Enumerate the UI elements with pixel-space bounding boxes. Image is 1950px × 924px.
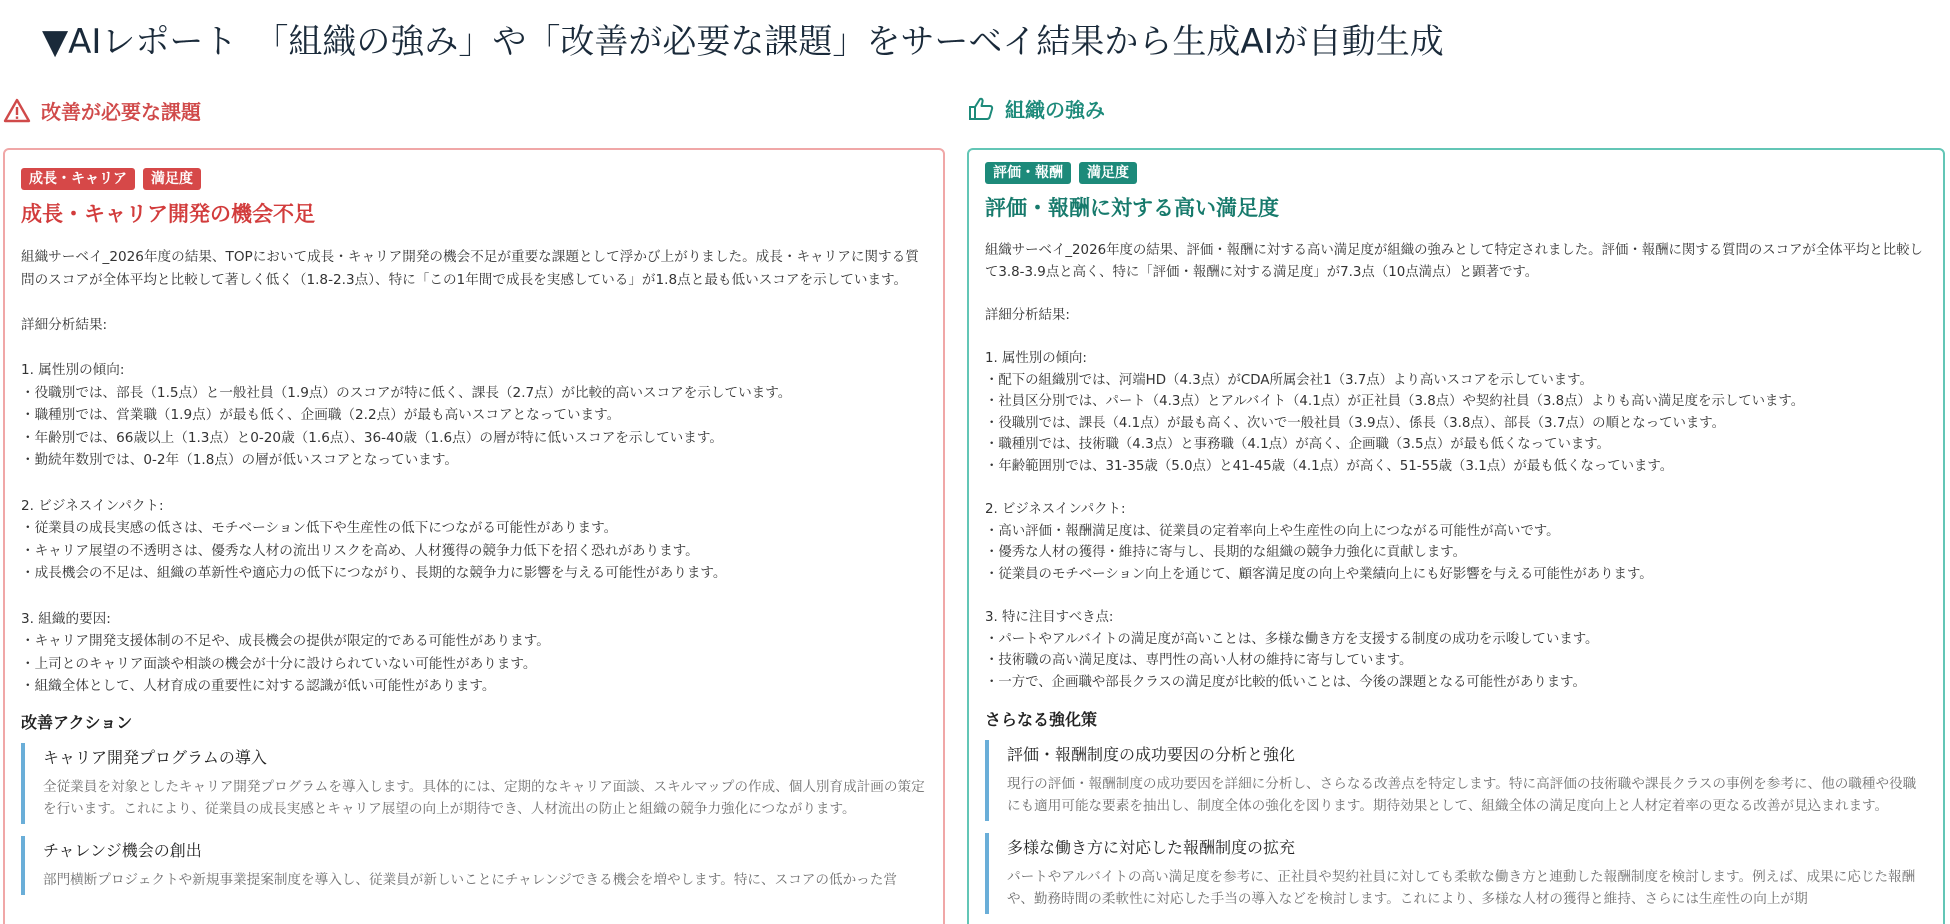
tag-satisfaction: 満足度 xyxy=(143,168,201,190)
action-title: 多様な働き方に対応した報酬制度の拡充 xyxy=(1007,838,1296,858)
tag-list xyxy=(21,168,927,190)
action-desc: 現行の評価・報酬制度の成功要因を詳細に分析し、さらなる改善点を特定します。特に高評価の技術職や課長クラスの事例を参考に、他の職種や役職にも適用可能な要素を抽出し、制度全体の強化を図ります。期待効果として、組織全体の満足度向上と人材定着率の更なる改善が見込まれます。 xyxy=(1007,776,1917,815)
action-desc: パートやアルバイトの高い満足度を参考に、正社員や契約社員に対しても柔軟な働き方と連動した報酬制度を検討します。例えば、成果に応じた報酬や、勤務時間の柔軟性に対応した手当の導入などを検討します。これにより、多様な人材の獲得と維持、さらには生産性の向上が期 xyxy=(1007,869,1916,908)
page-headline: ▼AIレポート 「組織の強み」や「改善が必要な課題」をサーベイ結果から生成AIが自動生成 xyxy=(42,22,1444,62)
improvement-actions-heading: 改善アクション xyxy=(21,712,133,732)
strength-card xyxy=(967,148,1945,924)
action-item xyxy=(21,743,927,824)
action-title: 評価・報酬制度の成功要因の分析と強化 xyxy=(1007,745,1296,765)
strength-title: 評価・報酬に対する高い満足度 xyxy=(985,196,1279,220)
tag-evaluation-reward: 評価・報酬 xyxy=(985,162,1071,184)
action-title: キャリア開発プログラムの導入 xyxy=(43,747,267,767)
warning-icon xyxy=(3,98,31,124)
improvement-title: 成長・キャリア開発の機会不足 xyxy=(21,202,315,226)
strength-section-header xyxy=(967,94,1105,123)
improvement-body: 組織サーベイ_2026年度の結果、TOPにおいて成長・キャリア開発の機会不足が重要な課題として浮かび上がりました。成長・キャリアに関する質問のスコアが全体平均と比較して著しく低く（1.8-2.3点）、特に「この1年間で成長を実感している」が1.8点と最も低いスコアを示しています。 詳細分析結果: 1. 属性別の傾向: ・役職別では、部長（1.5点）と一般社員（1.9点）のスコアが特に低く、課長（2.7点）が比較的高いスコアを示しています。 ・職種別では、営業職（1.9点）が最も低く、企画職（2.2点）が最も高いスコアとなっています。 ・年齢別では、66歳以上（1.3点）と0-20歳（1.6点）、36-40歳（1.6点）の層が特に低いスコアを示しています。 ・勤続年数別では、0-2年（1.8点）の層が低いスコアとなっています。 2. ビジネスインパクト: ・従業員の成長実感の低さは、モチベーション低下や生産性の低下につながる可能性があります。 ・キャリア展望の不透明さは、優秀な人材の流出リスクを高め、人材獲得の競争力低下を招く恐れがあります。 ・成長機会の不足は、組織の革新性や適応力の低下につながり、長期的な競争力に影響を与える可能性があります。 3. 組織的要因: ・キャリア開発支援体制の不足や、成長機会の提供が限定的である可能性があります。 ・上司とのキャリア面談や相談の機会が十分に設けられていない可能性があります。 ・組織全体として、人材育成の重要性に対する認識が低い可能性があります。 xyxy=(21,249,919,695)
strength-actions-heading: さらなる強化策 xyxy=(985,710,1098,730)
action-item xyxy=(985,833,1927,914)
improvement-card xyxy=(3,148,945,924)
tag-list xyxy=(985,162,1927,184)
action-title: チャレンジ機会の創出 xyxy=(43,840,202,860)
improvement-section-header xyxy=(3,96,201,125)
action-item xyxy=(21,836,927,895)
action-item xyxy=(985,740,1927,821)
improvement-section-title: 改善が必要な課題 xyxy=(41,100,201,124)
action-desc: 全従業員を対象としたキャリア開発プログラムを導入します。具体的には、定期的なキャリア面談、スキルマップの作成、個人別育成計画の策定を行います。これにより、従業員の成長実感とキャリア展望の向上が期待でき、人材流出の防止と組織の競争力強化につながります。 xyxy=(43,778,925,817)
tag-satisfaction: 満足度 xyxy=(1079,162,1137,184)
strength-section-title: 組織の強み xyxy=(1005,98,1105,122)
strength-body: 組織サーベイ_2026年度の結果、評価・報酬に対する高い満足度が組織の強みとして特定されました。評価・報酬に関する質問のスコアが全体平均と比較して3.8-3.9点と高く、特に「評価・報酬に対する満足度」が7.3点（10点満点）と顕著です。 詳細分析結果: 1. 属性別の傾向: ・配下の組織別では、河端HD（4.3点）がCDA所属会社1（3.7点）より高いスコアを示しています。 ・社員区分別では、パート（4.3点）とアルバイト（4.1点）が正社員（3.8点）や契約社員（3.8点）よりも高い満足度を示しています。 ・役職別では、課長（4.1点）が最も高く、次いで一般社員（3.9点）、係長（3.8点）、部長（3.7点）の順となっています。 ・職種別では、技術職（4.3点）と事務職（4.1点）が高く、企画職（3.5点）が最も低くなっています。 ・年齢範囲別では、31-35歳（5.0点）と41-45歳（4.1点）が高く、51-55歳（3.1点）が最も低くなっています。 2. ビジネスインパクト: ・高い評価・報酬満足度は、従業員の定着率向上や生産性の向上につながる可能性が高いです。 ・優秀な人材の獲得・維持に寄与し、長期的な組織の競争力強化に貢献します。 ・従業員のモチベーション向上を通じて、顧客満足度の向上や業績向上にも好影響を与える可能性があります。 3. 特に注目すべき点: ・パートやアルバイトの満足度が高いことは、多様な働き方を支援する制度の成功を示唆しています。 ・技術職の高い満足度は、専門性の高い人材の維持に寄与しています。 ・一方で、企画職や部長クラスの満足度が比較的低いことは、今後の課題となる可能性があります。 xyxy=(985,243,1923,690)
thumbs-up-icon xyxy=(967,96,995,122)
tag-growth-career: 成長・キャリア xyxy=(21,168,135,190)
action-desc: 部門横断プロジェクトや新規事業提案制度を導入し、従業員が新しいことにチャレンジできる機会を増やします。特に、スコアの低かった営 xyxy=(43,871,897,888)
